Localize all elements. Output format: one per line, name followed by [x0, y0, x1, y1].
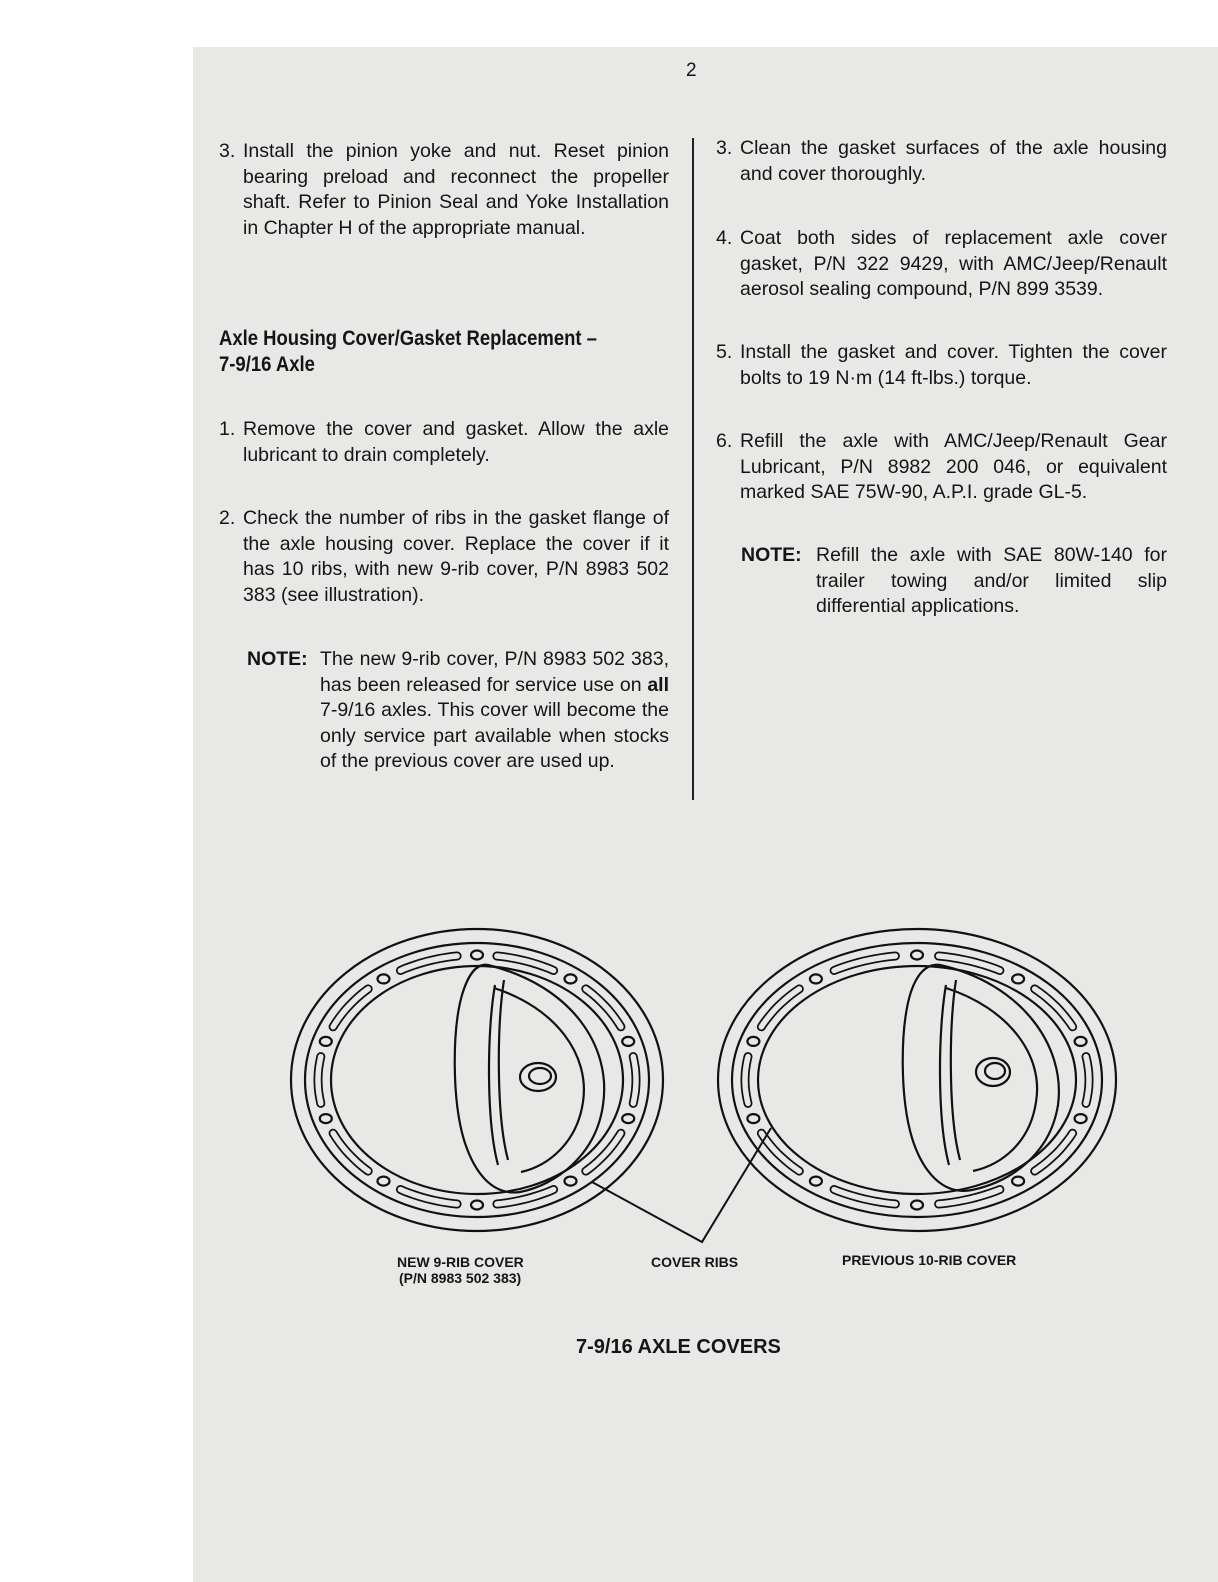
step-text: Install the pinion yoke and nut. Reset pinion bearing preload and reconnect the propeller shaft. Refer to Pinion Seal and Yoke Installation in Chapter H of the appropriate manual.: [243, 140, 669, 239]
left-step-2: [219, 506, 669, 611]
bolt-hole: [378, 1177, 390, 1186]
note-text: Refill the axle with SAE 80W-140 for trailer towing and/or limited slip differential applications.: [816, 544, 1167, 617]
new-9-rib-cover: [291, 929, 663, 1231]
bolt-hole: [622, 1114, 634, 1123]
bolt-hole: [911, 1201, 923, 1210]
step-number: 5.: [716, 341, 733, 363]
cover-ribs: [318, 956, 636, 1204]
section-heading: [219, 326, 668, 378]
cover-ribs-leader: [592, 1128, 771, 1242]
bolt-hole: [1075, 1114, 1087, 1123]
previous-10-rib-cover: [718, 929, 1116, 1231]
note-label: NOTE:: [247, 648, 308, 670]
right-step-4: [716, 226, 1167, 306]
bolt-hole: [471, 951, 483, 960]
step-number: 2.: [219, 507, 236, 529]
heading-line-2: 7-9/16 Axle: [219, 353, 315, 376]
right-note: [741, 543, 1167, 623]
axle-covers-illustration: [193, 900, 1218, 1300]
step-text: Coat both sides of replacement axle cover gasket, P/N 322 9429, with AMC/Jeep/Renault aerosol sealing compound, P/N 899 3539.: [740, 227, 1167, 300]
step-number: 1.: [219, 418, 236, 440]
note-text: [320, 647, 669, 775]
bolt-hole: [320, 1114, 332, 1123]
rib-slot: [745, 1057, 748, 1104]
bolt-hole: [565, 974, 577, 983]
step-text: Install the gasket and cover. Tighten the cover bolts to 19 N·m (14 ft-lbs.) torque.: [740, 341, 1167, 389]
rib-slot: [1086, 1057, 1089, 1104]
bolt-hole: [471, 1201, 483, 1210]
step-number: 3.: [219, 140, 236, 162]
step-text: Remove the cover and gasket. Allow the axle lubricant to drain completely.: [243, 418, 669, 466]
left-step-1: [219, 417, 669, 472]
left-note: [247, 647, 669, 802]
bolt-hole: [622, 1037, 634, 1046]
left-step-3: [219, 139, 669, 269]
rib-slot: [633, 1057, 636, 1104]
step-text: Check the number of ribs in the gasket flange of the axle housing cover. Replace the cover if it has 10 ribs, with new 9-rib cover, P/N 8983 502 383 (see illustration).: [243, 507, 669, 606]
bolt-hole: [1012, 1177, 1024, 1186]
right-step-3: [716, 136, 1167, 191]
caption-new-cover: [397, 1254, 524, 1286]
bolt-hole: [747, 1037, 759, 1046]
heading-line-1: Axle Housing Cover/Gasket Replacement –: [219, 327, 597, 350]
step-text: Clean the gasket surfaces of the axle housing and cover thoroughly.: [740, 137, 1167, 185]
right-step-5: [716, 340, 1167, 395]
bolt-hole: [320, 1037, 332, 1046]
caption-previous-cover: PREVIOUS 10-RIB COVER: [842, 1252, 1017, 1268]
step-text: Refill the axle with AMC/Jeep/Renault Gear Lubricant, P/N 8982 200 046, or equivalent marked SAE 75W-90, A.P.I. grade GL-5.: [740, 430, 1167, 503]
bolt-hole: [810, 1177, 822, 1186]
note-emphasis: all: [647, 673, 669, 696]
page-number: 2: [686, 60, 697, 81]
note-label: NOTE:: [741, 544, 802, 566]
note-text-part: 7-9/16 axles. This cover will become the only service part available when stocks of the previous cover are used up.: [320, 699, 669, 772]
right-step-6: [716, 429, 1167, 534]
caption-cover-ribs: COVER RIBS: [651, 1254, 739, 1270]
caption-new-line-1: NEW 9-RIB COVER: [397, 1254, 524, 1270]
step-number: 6.: [716, 430, 733, 452]
step-number: 3.: [716, 137, 733, 159]
figure-title: 7-9/16 AXLE COVERS: [576, 1336, 781, 1358]
bolt-hole: [810, 974, 822, 983]
bolt-hole: [1012, 974, 1024, 983]
rib-slot: [318, 1057, 321, 1104]
bolt-hole: [378, 974, 390, 983]
bolt-hole: [565, 1177, 577, 1186]
note-text-part: The new 9-rib cover, P/N 8983 502 383, has been released for service use on: [320, 648, 669, 696]
caption-new-line-2: (P/N 8983 502 383): [399, 1270, 522, 1286]
step-number: 4.: [716, 227, 733, 249]
bolt-hole: [747, 1114, 759, 1123]
bolt-hole: [1075, 1037, 1087, 1046]
bolt-hole: [911, 951, 923, 960]
column-divider: [692, 138, 694, 800]
